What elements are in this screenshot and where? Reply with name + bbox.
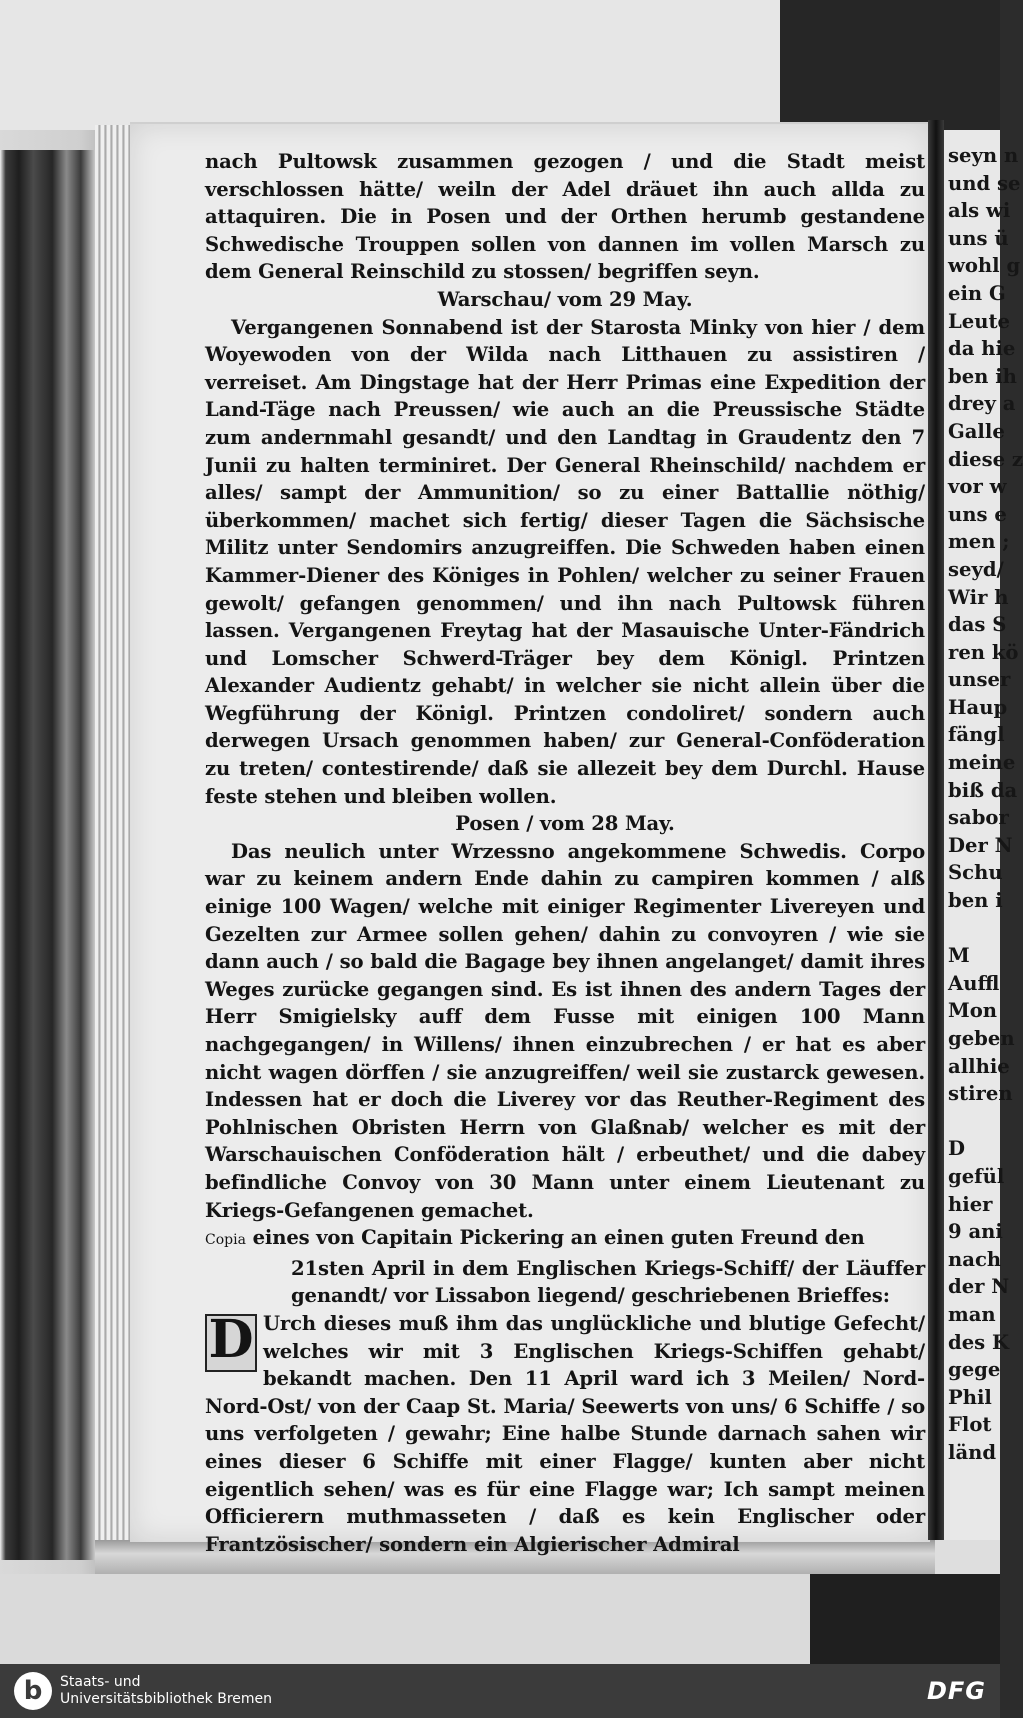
- scan-top-dark-area: [780, 0, 1000, 130]
- right-page-line: Galle: [948, 419, 1005, 443]
- library-logo-icon[interactable]: b: [14, 1672, 52, 1710]
- right-page-line: des K: [948, 1330, 1010, 1354]
- right-page-line: Phil: [948, 1385, 992, 1409]
- right-page-line: men ;: [948, 530, 1010, 554]
- paragraph-4-text: Urch dieses muß ihm das unglückliche und blutige Gefecht/ welches wir mit 3 Englischen Kriegs-Schiffen gehabt/ bekandt machen. Den 11 April ward ich 3 Meilen/ Nord-Nord-Ost/ von der Caap St. Maria/ Seewerts von uns/ 6 Schiffe / so uns verfolgeten / gewahr; Eine halbe Stunde darnach sahen wir eines dieser 6 Schiffe mit einer Flagge/ kunten aber nicht eigentlich sehen/ was es für eine Flagge war; Ich sampt meinen Officierern muthmasseten / daß es kein Englischer oder Frantzösischer/ sondern ein Algierischer Admiral: [205, 1311, 925, 1556]
- right-page-line: das S: [948, 613, 1007, 637]
- copia-line: [205, 1224, 925, 1255]
- right-page-line: ren kö: [948, 640, 1019, 664]
- copia-title: eines von Capitain Pickering an einen guten Freund den: [252, 1226, 865, 1250]
- paragraph-2: Vergangenen Sonnabend ist der Starosta Minky von hier / dem Woyewoden von der Wilda nach Litthauen zu assistiren / verreiset. Am Dingstage hat der Herr Primas eine Expedition der Land-Täge nach Preussen/ wie auch an die Preussische Städte zum andernmahl gesandt/ und den Landtag in Graudentz den 7 Junii zu halten terminiret. Der General Rheinschild/ nachdem er alles/ sampt der Ammunition/ so zu einer Battallie nöthig/ überkommen/ machet sich fertig/ dieser Tagen die Sächsische Militz unter Sendomirs anzugreiffen. Die Schweden haben einen Kammer-Diener des Königes in Pohlen/ welcher zu seiner Frauen gewolt/ gefangen genommen/ und ihn nach Pultowsk führen lassen. Vergangenen Freytag hat der Masauische Unter-Fändrich und Lomscher Schwerd-Träger bey dem Königl. Printzen Alexander Audientz gehabt/ in welcher sie nicht allein über die Wegführung der Königl. Printzen condoliret/ sondern auch derwegen Ursach genommen haben/ zur General-Conföderation zu treten/ contestirende/ daß sie allezeit bey dem Durchl. Hause feste stehen und bleiben wollen.: [205, 315, 925, 808]
- right-page-line: gefül: [948, 1164, 1005, 1188]
- paragraph-3: Das neulich unter Wrzessno angekommene Schwedis. Corpo war zu keinem andern Ende dahin zu campiren kommen / alß einige 100 Wagen/ welche mit einiger Regimenter Livereyen und Gezelten zur Armee sollen gehen/ dahin zu convoyren / wie sie dann auch / so bald die Bagage bey ihnen angelanget/ damit ihres Weges zurücke gegangen sind. Es ist ihnen des andern Tages der Herr Smigielsky auff dem Fusse mit einigen 100 Mann nachgegangen/ in Willens/ ihnen einzubrechen / er hat es aber nicht wagen dörffen / sie anzugreiffen/ weil sie zustarck gewesen. Indessen hat er doch die Liverey vor das Reuther-Regiment des Pohlnischen Obristen Herrn von Glaßnab/ welcher es mit der Warschauischen Conföderation hält / erbeuthet/ und die dabey befindliche Convoy von 30 Mann unter einem Lieutenant zu Kriegs-Gefangenen gemachet.: [205, 839, 925, 1222]
- right-page-line: 9 ani: [948, 1220, 1003, 1244]
- book-spine: [0, 150, 95, 1560]
- right-page-line: drey a: [948, 392, 1016, 416]
- right-page-line: stiren: [948, 1082, 1013, 1106]
- right-page-line: [944, 1108, 1000, 1136]
- institution-line-1: Staats- und: [60, 1674, 141, 1690]
- right-page-line: gege: [948, 1358, 1001, 1382]
- scan-bottom-dark-area: [810, 1574, 1000, 1664]
- right-page-line: Wir h: [948, 585, 1009, 609]
- right-page-line: wohl g: [948, 254, 1021, 278]
- right-page-line: der N: [948, 1275, 1010, 1299]
- right-page-line: biß da: [948, 778, 1018, 802]
- right-page-line: länd: [948, 1440, 997, 1464]
- right-page-line: uns ü: [948, 226, 1009, 250]
- right-page-line: unser: [948, 668, 1011, 692]
- right-page-line: und se: [948, 171, 1021, 195]
- right-page-line: meine: [948, 751, 1016, 775]
- right-page-line: als wi: [948, 199, 1011, 223]
- right-page-line: [944, 915, 1000, 943]
- right-page-line: uns e: [948, 502, 1007, 526]
- right-page-line: geben: [948, 1027, 1015, 1050]
- right-page-line: allhie: [948, 1054, 1010, 1078]
- scan-top-area: [0, 0, 780, 130]
- right-page-line: ben i: [948, 889, 1003, 913]
- paragraph-1: nach Pultowsk zusammen gezogen / und die Stadt meist verschlossen hätte/ weiln der Adel dräuet ihn auch allda zu attaquiren. Die in Posen und der Orthen herumb gestandene Schwedische Trouppen sollen von dannen im vollen Marsch zu dem General Reinschild zu stossen/ begriffen seyn.: [205, 150, 925, 284]
- right-page-line: seyd/: [948, 557, 1004, 581]
- right-page-line: Leute: [948, 309, 1011, 333]
- paragraph-4: [205, 1310, 925, 1558]
- footer-bar: [0, 1664, 1000, 1718]
- dateline-warschau: Warschau/ vom 29 May.: [437, 287, 693, 311]
- right-page-line: ein G: [948, 281, 1006, 305]
- right-page-line: fängl: [948, 723, 1005, 747]
- right-page-line: Mon: [948, 999, 998, 1023]
- right-page-line: M: [948, 944, 970, 968]
- right-page-line: Der N: [948, 833, 1013, 857]
- institution-line-2: Universitätsbibliothek Bremen: [60, 1691, 273, 1707]
- right-page-fragment: [944, 130, 1023, 1540]
- right-page-line: Flot: [948, 1413, 992, 1437]
- right-page-lines: [944, 130, 1023, 1467]
- right-page-line: hier: [948, 1192, 993, 1216]
- copia-title-continued: 21sten April in dem Englischen Kriegs-Schiff/ der Läuffer genandt/ vor Lissabon liegend/ geschriebenen Brieffes:: [291, 1256, 925, 1308]
- right-page-line: da hie: [948, 337, 1016, 361]
- dateline-posen: Posen / vom 28 May.: [455, 812, 675, 836]
- right-page-line: Auffl: [948, 971, 1000, 995]
- page-gutter: [928, 120, 944, 1540]
- right-page-line: nach: [948, 1247, 1002, 1271]
- right-page-line: diese z: [948, 447, 1023, 471]
- institution-name[interactable]: [60, 1674, 272, 1708]
- scan-bottom-area: [0, 1574, 810, 1664]
- decorated-initial: D: [205, 1314, 257, 1372]
- page-text: [205, 148, 925, 1558]
- right-page-line: sabor: [948, 806, 1009, 830]
- right-page-line: ben ih: [948, 364, 1017, 388]
- page-edges: [95, 125, 135, 1545]
- right-page-line: Haup: [948, 695, 1008, 719]
- right-page-line: seyn n: [948, 144, 1019, 167]
- right-page-line: man: [948, 1302, 996, 1326]
- copia-label: Copia: [205, 1232, 246, 1249]
- dfg-logo[interactable]: DFG: [926, 1677, 986, 1705]
- right-page-line: vor w: [948, 475, 1007, 499]
- right-page-line: Schu: [948, 861, 1003, 885]
- right-page-line: D: [948, 1137, 965, 1161]
